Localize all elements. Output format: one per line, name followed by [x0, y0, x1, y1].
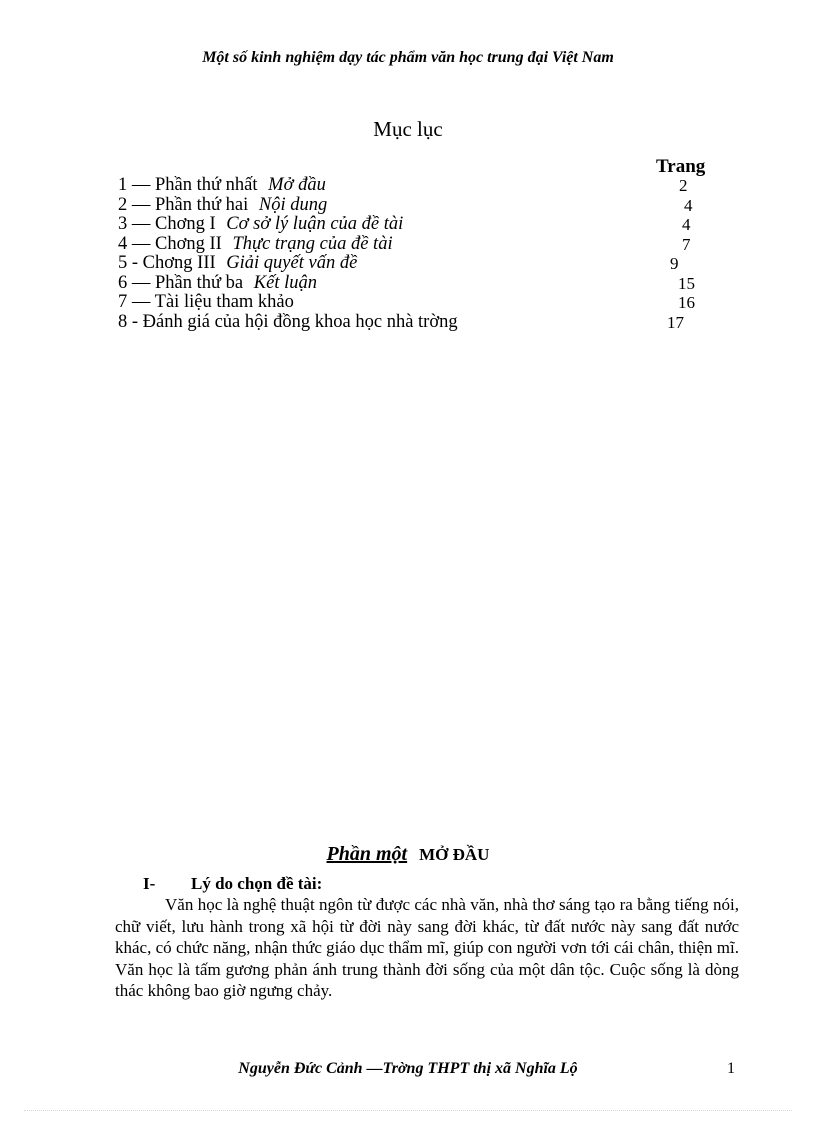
toc-entry-title: Thực trạng của đề tài [232, 233, 393, 254]
body-paragraph: Văn học là nghệ thuật ngôn từ được các nhà văn, nhà thơ sáng tạo ra bằng tiếng nói, chữ viết, lưu hành trong xã hội từ đời này sang đời khác, từ đất nước này sang đất nước khác, có chức năng, nhận thức giáo dục thẩm mĩ, giúp con người vơn tới cái chân, thiện mĩ. Văn học là tấm gương phản ánh trung thành đời sống của một dân tộc. Cuộc sống là dòng thác không bao giờ ngưng chảy. [115, 895, 739, 1000]
section-part-name: MỞ ĐẦU [419, 845, 490, 864]
toc-entry [118, 235, 718, 255]
toc-entry [118, 313, 718, 333]
toc-entry-page: 16 [678, 293, 695, 312]
page-header: Một số kinh nghiệm dạy tác phẩm văn học trung đại Việt Nam [202, 49, 614, 66]
toc-entry-part: Chơng I [155, 214, 216, 234]
toc-entry-title: Nội dung [258, 194, 328, 215]
toc-entry-number: 5 - [118, 253, 139, 273]
toc-entry [118, 215, 718, 235]
toc-entry-number: 3 — [118, 214, 151, 234]
toc-page-column-label: Trang [656, 156, 706, 177]
toc-entry-page: 17 [667, 312, 684, 332]
toc-entry-number: 8 - [118, 311, 139, 332]
toc-entry-page: 2 [679, 176, 688, 195]
toc-entry-page: 4 [684, 195, 693, 215]
toc-entry-title: Mở đầu [268, 175, 326, 195]
toc-title: Mục lục [373, 117, 443, 141]
toc-entry-part: Chơng II [155, 233, 222, 254]
toc-entry-part: Đánh giá của hội đồng khoa học nhà trờng [142, 311, 458, 332]
toc-entry-part: Phần thứ hai [155, 194, 249, 215]
toc-entry-title: Kết luận [253, 272, 317, 293]
toc-entry-part: Phần thứ ba [155, 272, 244, 293]
toc-entry [118, 196, 718, 216]
footer-text: Nguyễn Đức Cảnh —Trờng THPT thị xã Nghĩa Lộ [238, 1060, 578, 1077]
footer-page-number: 1 [727, 1060, 735, 1077]
toc-entry-page: 9 [670, 254, 679, 273]
subsection-heading [143, 874, 322, 894]
section-heading [0, 843, 816, 866]
section-part-word: Phần một [326, 843, 408, 865]
toc-entry-page: 7 [682, 234, 691, 254]
table-of-contents [118, 176, 718, 332]
toc-entry [118, 254, 718, 274]
toc-entry-part: Phần thứ nhất [155, 175, 258, 195]
toc-entry-number: 7 — [118, 292, 151, 312]
subsection-title: Lý do chọn đề tài: [191, 874, 323, 893]
toc-entry-title: Giải quyết vấn đề [226, 253, 358, 273]
toc-entry [118, 176, 718, 196]
toc-entry-number: 6 — [118, 272, 151, 293]
toc-entry-part: Tài liệu tham khảo [154, 292, 294, 312]
toc-entry [118, 274, 718, 294]
toc-entry-page: 4 [682, 215, 691, 234]
toc-entry-number: 2 — [118, 194, 151, 215]
toc-entry-number: 1 — [118, 175, 151, 195]
page-bottom-rule [24, 1110, 792, 1111]
toc-entry-part: Chơng III [142, 253, 216, 273]
subsection-number: I- [143, 874, 156, 893]
toc-entry-number: 4 — [118, 233, 151, 254]
toc-entry-page: 15 [678, 273, 695, 293]
toc-entry [118, 293, 718, 313]
toc-entry-title: Cơ sở lý luận của đề tài [226, 214, 404, 234]
